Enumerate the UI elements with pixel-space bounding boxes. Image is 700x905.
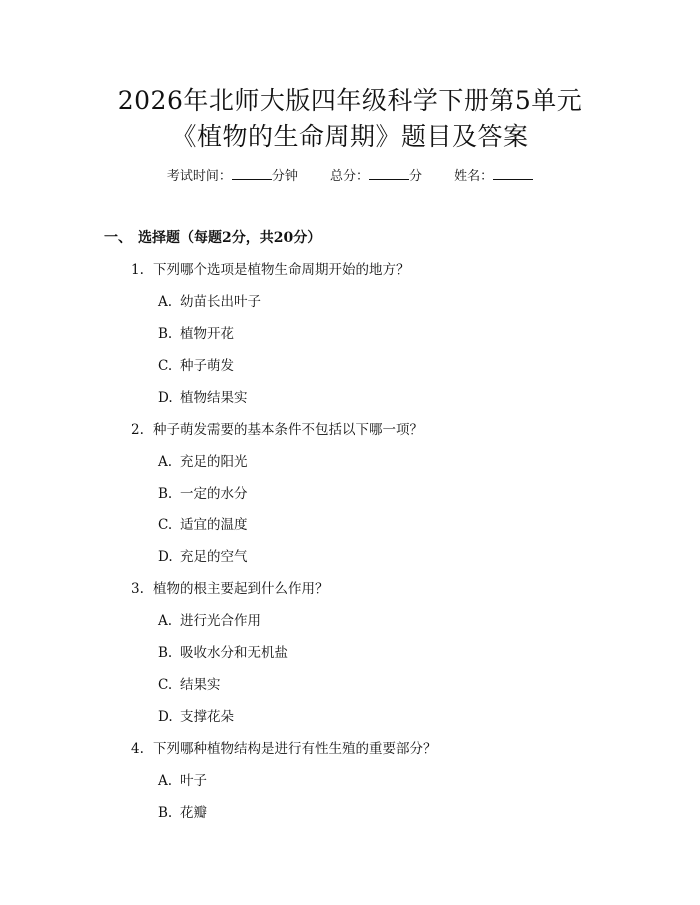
question-text: 下列哪种植物结构是进行有性生殖的重要部分？ (153, 741, 437, 757)
total-score-unit: 分 (409, 169, 423, 184)
option-text: 植物结果实 (180, 390, 248, 406)
question-number: 1. (131, 262, 144, 278)
exam-time-label: 考试时间： (166, 169, 232, 184)
option-text: 结果实 (180, 677, 221, 693)
option-letter: A. (158, 454, 173, 470)
option-text: 充足的阳光 (180, 454, 248, 470)
option-text: 支撑花朵 (180, 709, 234, 725)
exam-time-field (167, 167, 298, 187)
section-heading (104, 228, 321, 248)
option (158, 803, 207, 823)
option-letter: B. (158, 805, 173, 821)
option-text: 适宜的温度 (180, 517, 248, 533)
total-score-label: 总分： (329, 169, 369, 184)
option-letter: A. (158, 773, 173, 789)
option (158, 292, 261, 312)
option-letter: C. (158, 677, 173, 693)
question-number: 3. (131, 581, 144, 597)
exam-time-blank (232, 167, 272, 180)
option-letter: C. (158, 517, 173, 533)
question-text: 下列哪个选项是植物生命周期开始的地方？ (153, 262, 410, 278)
option-text: 叶子 (180, 773, 207, 789)
option (158, 484, 248, 504)
option-letter: D. (158, 390, 173, 406)
option-text: 进行光合作用 (180, 613, 261, 629)
option (158, 515, 248, 535)
question (131, 260, 410, 280)
option-text: 吸收水分和无机盐 (180, 645, 288, 661)
option-letter: D. (158, 549, 173, 565)
option (158, 611, 261, 631)
student-name-blank (493, 167, 533, 180)
total-score-field (330, 167, 422, 187)
option (158, 547, 248, 567)
option (158, 707, 234, 727)
option-letter: A. (158, 613, 173, 629)
question-number: 2. (131, 422, 144, 438)
option-letter: D. (158, 709, 173, 725)
option (158, 356, 234, 376)
question (131, 420, 423, 440)
option (158, 643, 288, 663)
option-letter: A. (158, 294, 173, 310)
option-text: 植物开花 (180, 326, 234, 342)
option-text: 种子萌发 (180, 358, 234, 374)
option (158, 771, 207, 791)
exam-meta (0, 167, 700, 187)
option (158, 324, 234, 344)
question-text: 种子萌发需要的基本条件不包括以下哪一项？ (153, 422, 423, 438)
section-title: 选择题（每题2分，共20分） (138, 230, 322, 246)
option-letter: C. (158, 358, 173, 374)
option-text: 一定的水分 (180, 486, 248, 502)
student-name-label: 姓名： (454, 169, 494, 184)
option (158, 452, 248, 472)
question (131, 739, 437, 759)
option (158, 675, 221, 695)
student-name-field (454, 167, 533, 187)
section-number: 一、 (104, 230, 132, 246)
total-score-blank (369, 167, 409, 180)
option-letter: B. (158, 645, 173, 661)
question (131, 579, 329, 599)
option-letter: B. (158, 326, 173, 342)
exam-time-unit: 分钟 (271, 169, 298, 184)
question-text: 植物的根主要起到什么作用？ (153, 581, 329, 597)
option-text: 幼苗长出叶子 (180, 294, 261, 310)
option-letter: B. (158, 486, 173, 502)
option-text: 花瓣 (180, 805, 207, 821)
option-text: 充足的空气 (180, 549, 248, 565)
question-number: 4. (131, 741, 144, 757)
option (158, 388, 248, 408)
title-line-2: 《植物的生命周期》题目及答案 (171, 122, 529, 151)
title-line-1: 2026年北师大版四年级科学下册第5单元 (117, 86, 583, 115)
